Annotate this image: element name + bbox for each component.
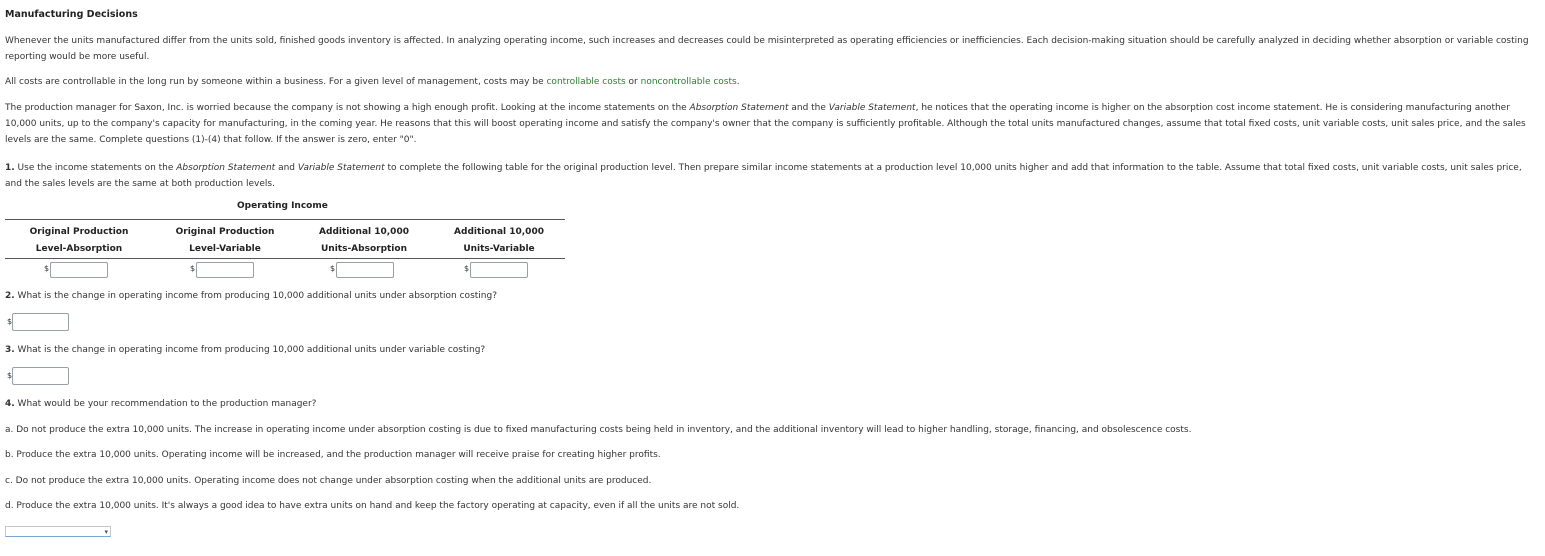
operating-income-caption: Operating Income (237, 201, 328, 211)
question-2-number: 2. (5, 291, 15, 301)
table-top-rule (5, 219, 565, 220)
question-3-text: What is the change in operating income from producing 10,000 additional units under variable costing? (14, 345, 486, 355)
intro-paragraph-1: Whenever the units manufactured differ from the units sold, finished goods inventory is affected. In analyzing operating income, such increases and decreases could be misinterpreted as operating efficiencies or inefficiencies. Each decision-making situation should be carefully analyzed in deciding whether absorption or variable costing reporting would be more useful. (5, 36, 1529, 62)
currency-symbol: $ (44, 264, 50, 273)
question-2-text: What is the change in operating income from producing 10,000 additional units under absorption costing? (14, 291, 497, 301)
additional-absorption-income-input[interactable] (336, 262, 394, 278)
header-line-1: Additional 10,000 (454, 227, 544, 237)
intro3-text-2: , he notices that the operating income is higher on the absorption cost income statement. He is considering manufacturing another 10,000 units, up to the company's capacity for manufacturing, in the coming year. He reasons that this will boost operating income and satisfy the company's owner that the company is sufficiently profitable. Although the total units manufactured changes, assume that total fixed costs, unit variable costs, unit sales price, and the sales levels are the same. Complete questions (1)-(4) that follow. If the answer is zero, enter "0". (5, 103, 1526, 145)
option-b: b. Produce the extra 10,000 units. Operating income will be increased, and the production manager will receive praise for creating higher profits. (5, 450, 661, 460)
variable-statement-ref: Variable Statement (828, 103, 916, 113)
currency-symbol: $ (7, 371, 13, 380)
header-line-1: Original Production (175, 227, 275, 237)
header-original-variable (155, 224, 295, 258)
original-variable-income-input[interactable] (196, 262, 254, 278)
header-line-1: Additional 10,000 (319, 227, 409, 237)
option-a: a. Do not produce the extra 10,000 units. The increase in operating income under absorption costing is due to fixed manufacturing costs being held in inventory, and the additional inventory will lead to higher handling, storage, financing, and obsolescence costs. (5, 425, 1192, 435)
question-1-text-1: Use the income statements on the (14, 163, 177, 173)
option-c: c. Do not produce the extra 10,000 units. Operating income does not change under absorption costing when the additional units are produced. (5, 476, 652, 486)
intro2-text-middle: or (625, 77, 641, 87)
question-2 (5, 288, 1541, 304)
currency-symbol: $ (330, 264, 336, 273)
absorption-change-input[interactable] (12, 313, 69, 331)
intro2-text-before: All costs are controllable in the long run by someone within a business. For a given level of management, costs may be (5, 77, 547, 87)
controllable-costs-link[interactable]: controllable costs (546, 77, 626, 87)
header-line-2: Units-Variable (463, 244, 535, 254)
additional-variable-income-input[interactable] (470, 262, 528, 278)
original-absorption-income-input[interactable] (50, 262, 108, 278)
header-line-2: Units-Absorption (320, 244, 407, 254)
question-1-variable-ref: Variable Statement (297, 163, 385, 173)
question-4-number: 4. (5, 399, 15, 409)
question-3 (5, 342, 1541, 358)
intro2-text-after: . (736, 77, 740, 87)
question-1 (5, 160, 1541, 192)
option-d: d. Produce the extra 10,000 units. It's always a good idea to have extra units on hand and keep the factory operating at capacity, even if all the units are not sold. (5, 501, 740, 511)
currency-symbol: $ (464, 264, 470, 273)
currency-symbol: $ (7, 317, 13, 326)
intro-paragraph-3 (5, 100, 1541, 148)
absorption-statement-ref: Absorption Statement (689, 103, 789, 113)
question-1-text-and: and (275, 163, 298, 173)
table-header-rule (5, 258, 565, 259)
question-1-text-2: to complete the following table for the original production level. Then prepare similar income statements at a production level 10,000 units higher and add that information to the table. Assume that total fixed costs, unit variable costs, unit sales price, and the sales levels are the same at both production levels. (5, 163, 1522, 189)
question-3-number: 3. (5, 345, 15, 355)
question-1-absorption-ref: Absorption Statement (176, 163, 276, 173)
header-line-2: Level-Absorption (35, 244, 123, 254)
header-additional-variable (429, 224, 569, 258)
header-line-1: Original Production (29, 227, 129, 237)
intro3-text-1: The production manager for Saxon, Inc. is worried because the company is not showing a high enough profit. Looking at the income statements on the (5, 103, 690, 113)
header-original-absorption (9, 224, 149, 258)
currency-symbol: $ (190, 264, 196, 273)
page-title: Manufacturing Decisions (5, 9, 138, 20)
variable-change-input[interactable] (12, 367, 69, 385)
intro-paragraph-2 (5, 74, 1541, 90)
question-4-text: What would be your recommendation to the production manager? (14, 399, 317, 409)
question-4 (5, 396, 1541, 412)
chevron-down-icon: ▾ (104, 528, 108, 536)
header-additional-absorption (294, 224, 434, 258)
noncontrollable-costs-link[interactable]: noncontrollable costs (640, 77, 737, 87)
question-1-number: 1. (5, 163, 15, 173)
recommendation-select[interactable] (5, 526, 111, 537)
intro3-text-and: and the (788, 103, 829, 113)
header-line-2: Level-Variable (189, 244, 261, 254)
